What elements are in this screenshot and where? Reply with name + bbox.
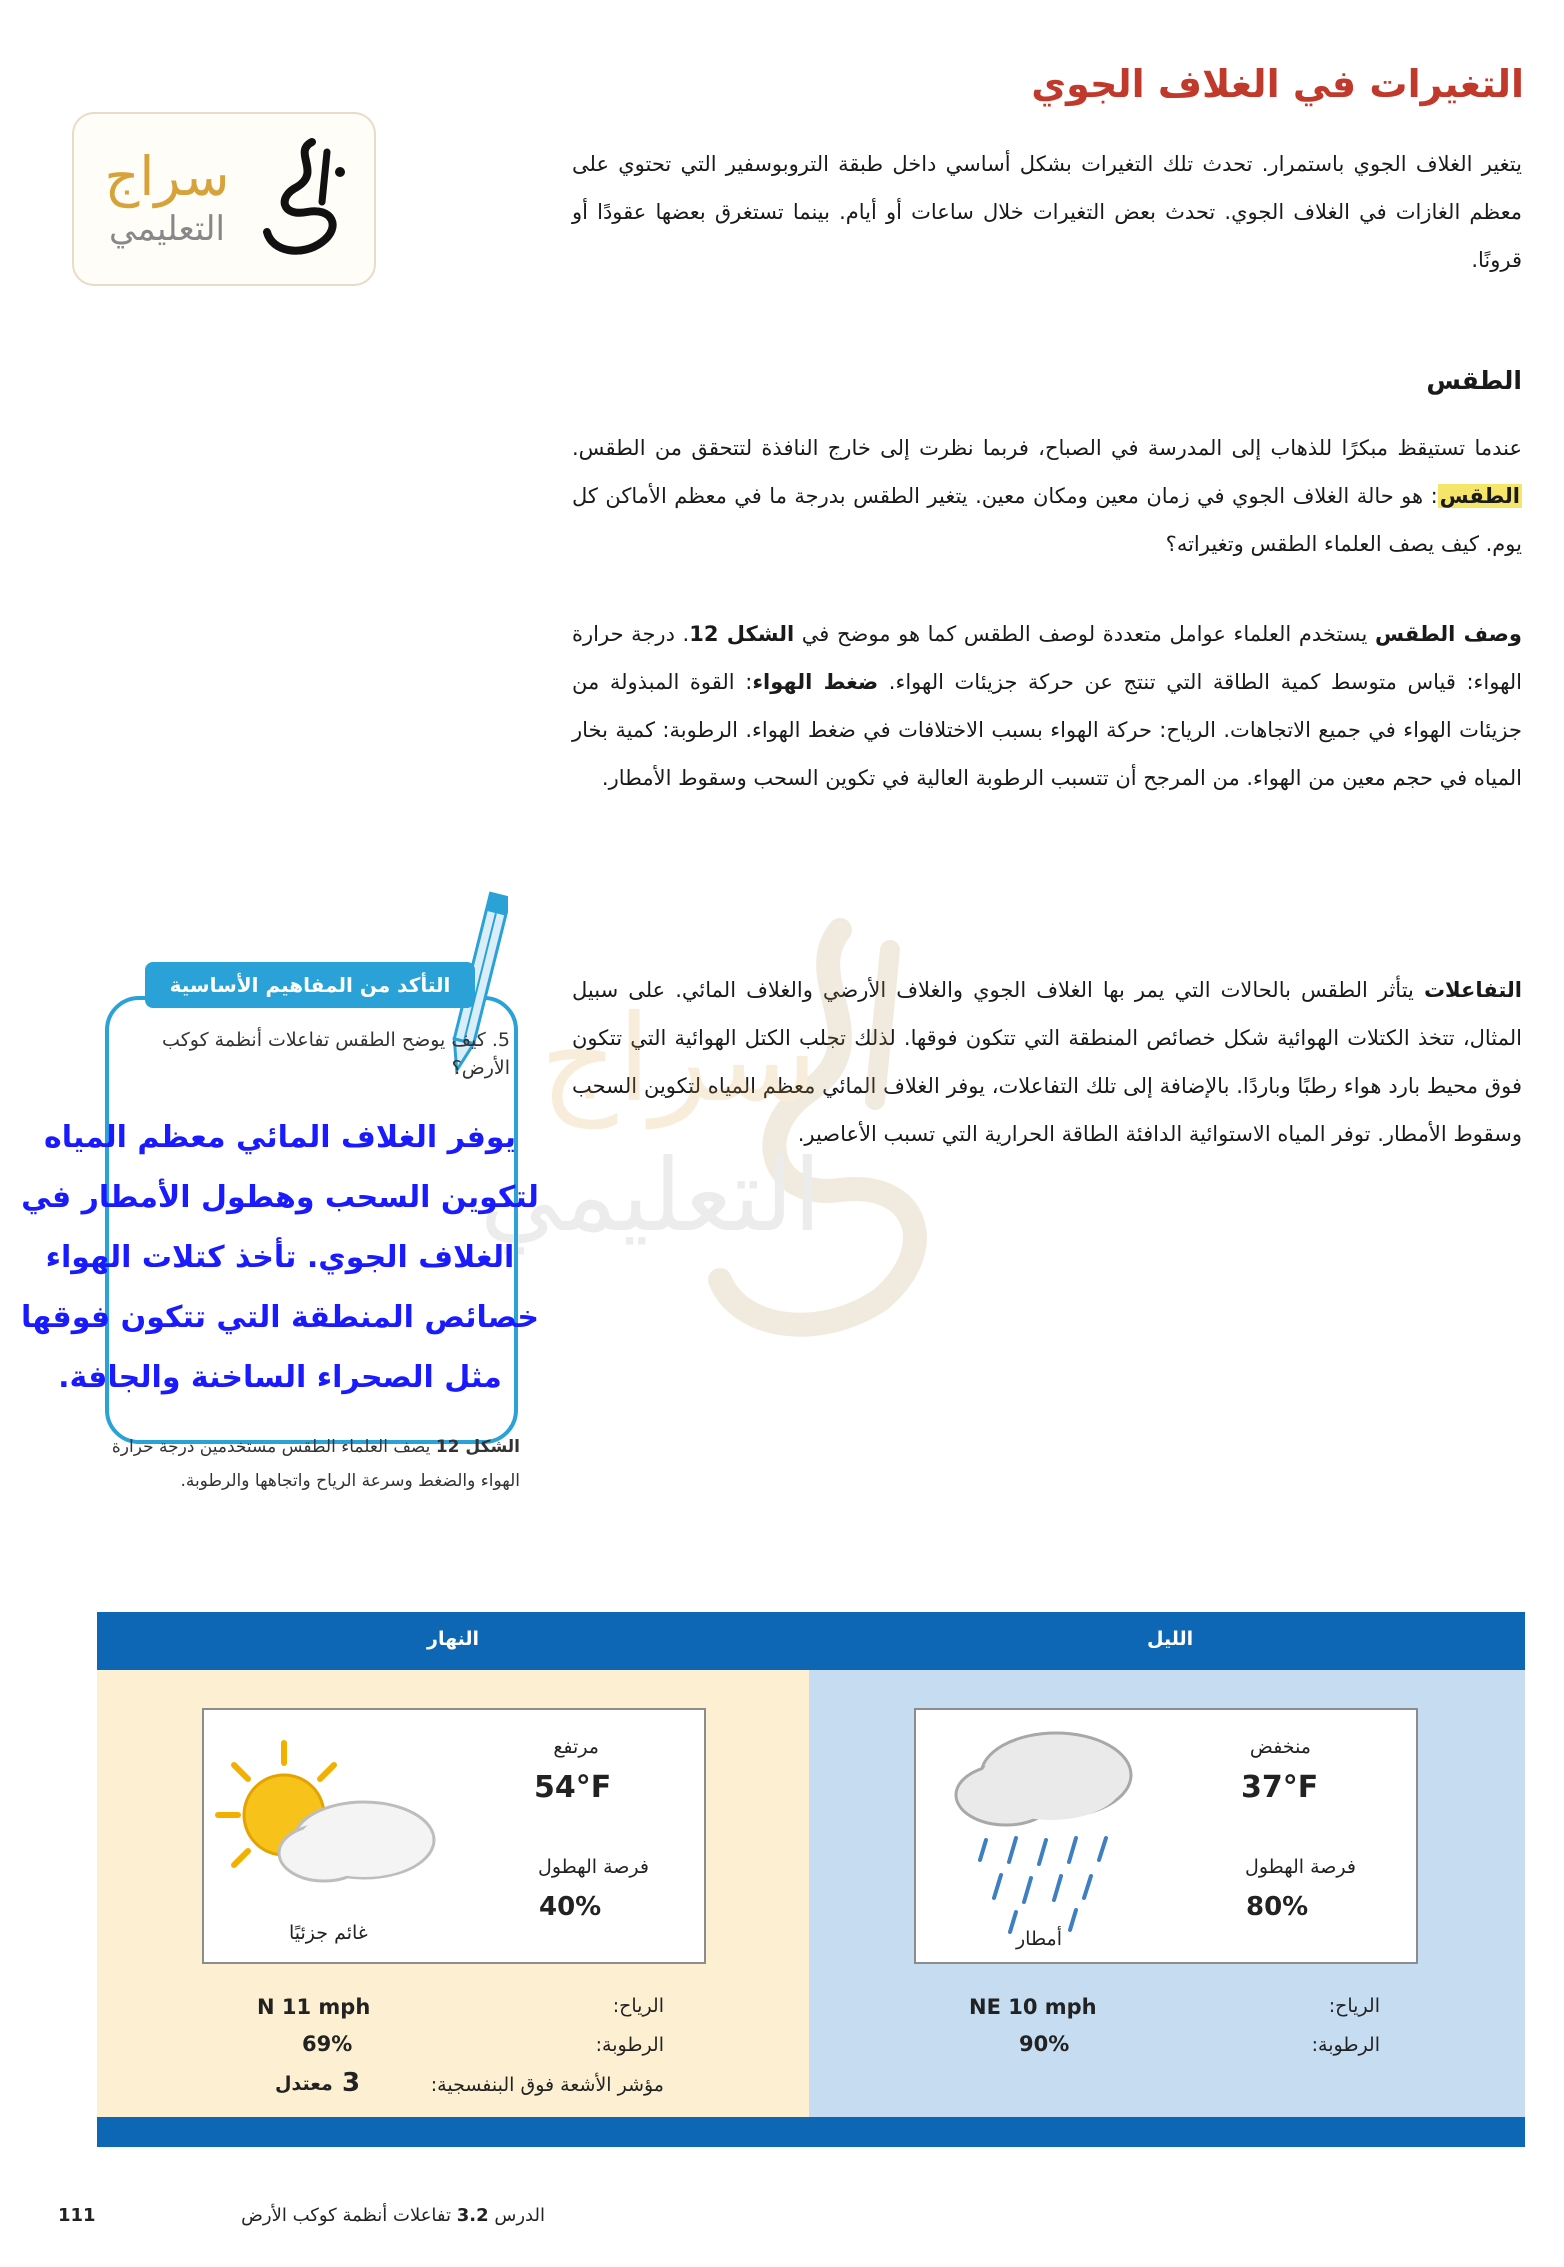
weather-heading: الطقس [1426,366,1522,395]
day-uv-value: 3 [342,2068,361,2098]
lesson-number: 3.2 [456,2205,489,2226]
day-wind-label: الرياح: [612,1995,664,2017]
night-card [914,1708,1418,1964]
night-humidity-value: 90% [1019,2032,1070,2056]
day-wind-value: N 11 mph [257,1995,371,2019]
calligraphy-logo-icon [252,132,362,272]
night-panel [809,1670,1525,2117]
describe-pressure-term: ضغط الهواء [752,670,879,694]
partly-cloudy-icon [214,1735,444,1905]
svg-text:سراج: سراج [540,990,818,1129]
day-panel [97,1670,809,2117]
day-humidity-label: الرطوبة: [595,2034,664,2056]
day-uv-text: معتدل [275,2073,333,2095]
page-title: التغيرات في الغلاف الجوي [1031,62,1524,106]
day-title: النهار [427,1628,480,1650]
describe-figure-ref: الشكل 12 [689,622,795,646]
figure-header [97,1612,1525,1670]
logo-brand: سراج [104,145,230,208]
day-high-label: مرتفع [553,1736,599,1758]
logo-sub: التعليمي [109,209,225,249]
svg-text:التعليمي: التعليمي [480,1137,822,1254]
rain-cloud-icon [946,1720,1146,1940]
night-wind-label: الرياح: [1328,1995,1380,2017]
day-precip-value: 40% [539,1892,602,1922]
day-high-value: 54°F [534,1770,612,1805]
night-precip-value: 80% [1246,1892,1309,1922]
night-precip-label: فرصة الهطول [1245,1856,1356,1878]
concept-question: 5. كيف يوضح الطقس تفاعلات أنظمة كوكب الأرض؟ [162,1029,510,1079]
weather-text-1: عندما تستيقظ مبكرًا للذهاب إلى المدرسة في الصباح، فربما نظرت إلى خارج النافذة لتتحقق من الطقس. [572,436,1522,460]
interactions-heading: التفاعلات [1423,978,1522,1002]
interactions-paragraph [572,966,1522,1158]
day-condition: غائم جزئيًا [289,1922,368,1944]
weather-definition: : هو حالة الغلاف الجوي في زمان معين ومكان معين. يتغير الطقس بدرجة ما في معظم الأماكن كل يوم. كيف يصف العلماء الطقس وتغيراته؟ [572,484,1522,556]
night-low-value: 37°F [1241,1770,1319,1805]
night-humidity-label: الرطوبة: [1311,2034,1380,2056]
logo [72,112,376,286]
lesson-prefix: الدرس [494,2205,545,2226]
night-low-label: منخفض [1249,1736,1311,1758]
describe-text-3: : القوة المبذولة من جزيئات الهواء في جميع الاتجاهات. الرياح: حركة الهواء بسبب الاختلافات في ضغط الهواء. الرطوبة: كمية بخار المياه في حجم معين من الهواء. من المرجح أن تتسبب الرطوبة العالية في تكوين السحب وسقوط الأمطار. [572,670,1522,790]
interactions-text: يتأثر الطقس بالحالات التي يمر بها الغلاف الجوي والغلاف الأرضي والغلاف المائي. على سبيل المثال، تتخذ الكتلات الهوائية شكل خصائص المنطقة التي تتكون فوقها. لذلك تجلب الكتل الهوائية التي تتكون فوق محيط بارد هواء رطبًا وباردًا. بالإضافة إلى تلك التفاعلات، يوفر الغلاف المائي معظم المياه لتكوين السحب وسقوط الأمطار. توفر المياه الاستوائية الدافئة الطاقة الحرارية التي تسبب الأعاصير. [572,978,1522,1146]
lesson-footer [165,2205,545,2226]
day-precip-label: فرصة الهطول [538,1856,649,1878]
figure-footer-bar [97,2117,1525,2147]
day-humidity-value: 69% [302,2032,353,2056]
page-number: 111 [58,2205,96,2226]
intro-paragraph: يتغير الغلاف الجوي باستمرار. تحدث تلك التغيرات بشكل أساسي داخل طبقة التروبوسفير التي تحتوي على معظم الغازات في الغلاف الجوي. تحدث بعض التغيرات خلال ساعات أو أيام. بينما تستغرق بعضها عقودًا أو قرونًا. [572,152,1522,272]
describe-paragraph [572,610,1522,802]
night-condition: أمطار [1016,1928,1063,1950]
day-uv-label: مؤشر الأشعة فوق البنفسجية: [430,2074,664,2096]
describe-text-2: . درجة حرارة الهواء: قياس متوسط كمية الطاقة التي تنتج عن حركة جزيئات الهواء. [572,622,1522,694]
day-card [202,1708,706,1964]
weather-figure [97,1612,1525,2147]
weather-paragraph [572,424,1522,568]
caption-text: يصف العلماء الطقس مستخدمين درجة حرارة الهواء والضغط وسرعة الرياح واتجاهها والرطوبة. [111,1437,520,1491]
night-wind-value: NE 10 mph [969,1995,1097,2019]
lesson-title: تفاعلات أنظمة كوكب الأرض [241,2205,452,2226]
handwritten-answer: يوفر الغلاف المائي معظم المياه لتكوين السحب وهطول الأمطار في الغلاف الجوي. تأخذ كتلات الهواء خصائص المنطقة التي تتكون فوقها مثل الصحراء الساخنة والجافة. [20,1120,539,1395]
describe-heading: وصف الطقس [1375,622,1522,646]
caption-label: الشكل 12 [435,1437,520,1457]
night-title: الليل [1147,1628,1194,1650]
concept-check-tab: التأكد من المفاهيم الأساسية [145,962,475,1008]
figure-caption [75,1430,520,1498]
describe-text-1: يستخدم العلماء عوامل متعددة لوصف الطقس كما هو موضح في [794,622,1376,646]
weather-term: الطقس [1439,484,1520,508]
